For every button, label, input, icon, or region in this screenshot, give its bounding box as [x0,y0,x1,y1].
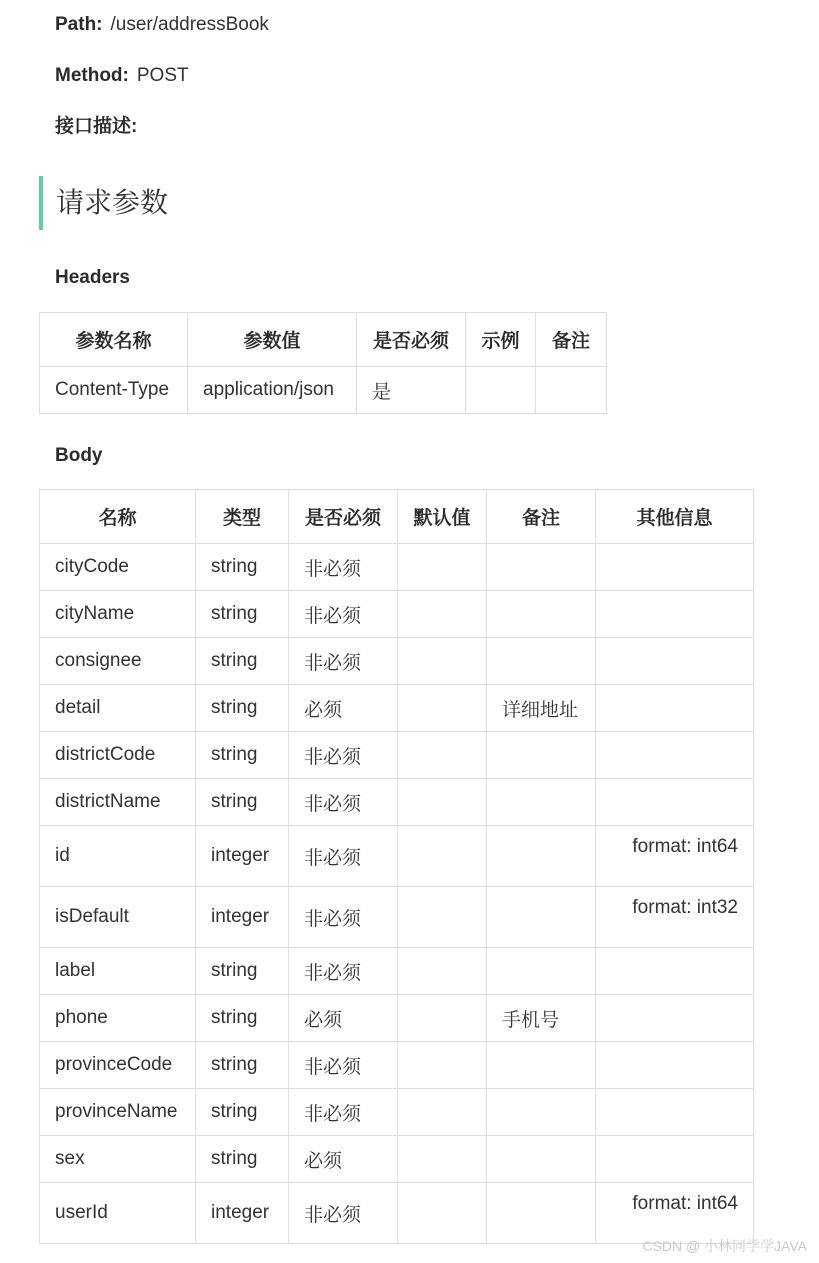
table-cell [596,732,754,779]
table-row [40,685,754,732]
table-cell: 非必须 [289,591,398,638]
table-cell: string [196,1136,289,1183]
table-cell [536,367,607,414]
method-line [55,63,189,89]
column-header: 备注 [487,490,596,544]
table-cell [398,1089,487,1136]
table-cell [596,1089,754,1136]
table-cell: format: int64 [596,826,754,887]
table-cell: format: int64 [596,1183,754,1244]
table-row [40,1136,754,1183]
table-row [40,995,754,1042]
table-cell [398,591,487,638]
column-header: 其他信息 [596,490,754,544]
table-cell: consignee [40,638,196,685]
path-line [55,12,269,38]
table-cell [596,1042,754,1089]
table-cell [398,1183,487,1244]
table-cell [596,948,754,995]
table-cell [487,591,596,638]
table-cell [596,638,754,685]
table-cell [487,948,596,995]
table-cell: 非必须 [289,1183,398,1244]
body-table-header-row [40,490,754,544]
table-cell [487,1042,596,1089]
table-cell: string [196,544,289,591]
table-cell: 非必须 [289,948,398,995]
column-header: 默认值 [398,490,487,544]
path-label: Path: [55,14,103,35]
watermark: CSDN @ 小林同学学JAVA [642,1238,807,1254]
table-cell [398,887,487,948]
table-row [40,638,754,685]
table-cell [596,685,754,732]
table-cell: string [196,638,289,685]
table-cell: cityName [40,591,196,638]
table-cell: integer [196,887,289,948]
table-row [40,591,754,638]
body-table [39,489,754,1244]
table-cell [487,638,596,685]
table-cell: provinceName [40,1089,196,1136]
table-row [40,887,754,948]
table-cell: 非必须 [289,544,398,591]
column-header: 类型 [196,490,289,544]
headers-title: Headers [55,267,130,288]
headers-table-header-row [40,313,607,367]
headers-table [39,312,607,414]
description-line [55,114,137,140]
column-header: 名称 [40,490,196,544]
table-cell: 必须 [289,1136,398,1183]
body-title: Body [55,445,103,466]
section-title: 请求参数 [39,176,168,230]
table-cell: 非必须 [289,732,398,779]
column-header: 备注 [536,313,607,367]
table-cell [596,995,754,1042]
table-cell [487,826,596,887]
table-cell [398,1042,487,1089]
table-cell: string [196,685,289,732]
table-row [40,544,754,591]
table-cell: string [196,732,289,779]
table-cell: 非必须 [289,779,398,826]
table-cell: application/json [188,367,357,414]
table-cell: string [196,1089,289,1136]
table-cell: userId [40,1183,196,1244]
table-row [40,1089,754,1136]
table-cell [398,732,487,779]
table-cell: string [196,948,289,995]
table-cell: cityCode [40,544,196,591]
table-cell: districtName [40,779,196,826]
table-cell [487,732,596,779]
table-cell: 必须 [289,995,398,1042]
method-label: Method: [55,65,129,86]
table-cell: Content-Type [40,367,188,414]
table-cell: districtCode [40,732,196,779]
table-cell: isDefault [40,887,196,948]
table-cell [596,544,754,591]
table-cell [398,779,487,826]
table-row [40,1042,754,1089]
column-header: 是否必须 [289,490,398,544]
table-cell [398,948,487,995]
table-row [40,1183,754,1244]
path-value: /user/addressBook [110,14,269,35]
description-label: 接口描述: [55,116,138,137]
table-cell [596,591,754,638]
table-cell: string [196,1042,289,1089]
column-header: 参数值 [188,313,357,367]
table-cell [487,779,596,826]
table-cell [487,544,596,591]
method-value: POST [136,65,189,86]
table-cell: 非必须 [289,1042,398,1089]
table-row [40,948,754,995]
column-header: 是否必须 [357,313,466,367]
table-cell: format: int32 [596,887,754,948]
column-header: 示例 [466,313,536,367]
table-cell: 详细地址 [487,685,596,732]
table-cell [398,1136,487,1183]
table-cell: string [196,995,289,1042]
table-cell: 非必须 [289,826,398,887]
table-cell: 非必须 [289,1089,398,1136]
table-cell [487,887,596,948]
table-cell: phone [40,995,196,1042]
table-cell [487,1089,596,1136]
table-cell [487,1136,596,1183]
table-cell: string [196,591,289,638]
table-row [40,826,754,887]
table-cell: provinceCode [40,1042,196,1089]
table-cell [398,995,487,1042]
table-cell: 非必须 [289,638,398,685]
table-cell [466,367,536,414]
table-cell [596,779,754,826]
table-cell: integer [196,826,289,887]
table-cell: id [40,826,196,887]
table-row [40,732,754,779]
table-cell: sex [40,1136,196,1183]
table-cell [398,685,487,732]
table-cell: 必须 [289,685,398,732]
table-cell [487,1183,596,1244]
table-cell: 是 [357,367,466,414]
table-row [40,779,754,826]
table-cell [398,638,487,685]
table-row [40,367,607,414]
table-cell [398,826,487,887]
column-header: 参数名称 [40,313,188,367]
table-cell: 非必须 [289,887,398,948]
table-cell: detail [40,685,196,732]
table-cell [398,544,487,591]
table-cell: label [40,948,196,995]
table-cell: 手机号 [487,995,596,1042]
table-cell [596,1136,754,1183]
table-cell: string [196,779,289,826]
table-cell: integer [196,1183,289,1244]
